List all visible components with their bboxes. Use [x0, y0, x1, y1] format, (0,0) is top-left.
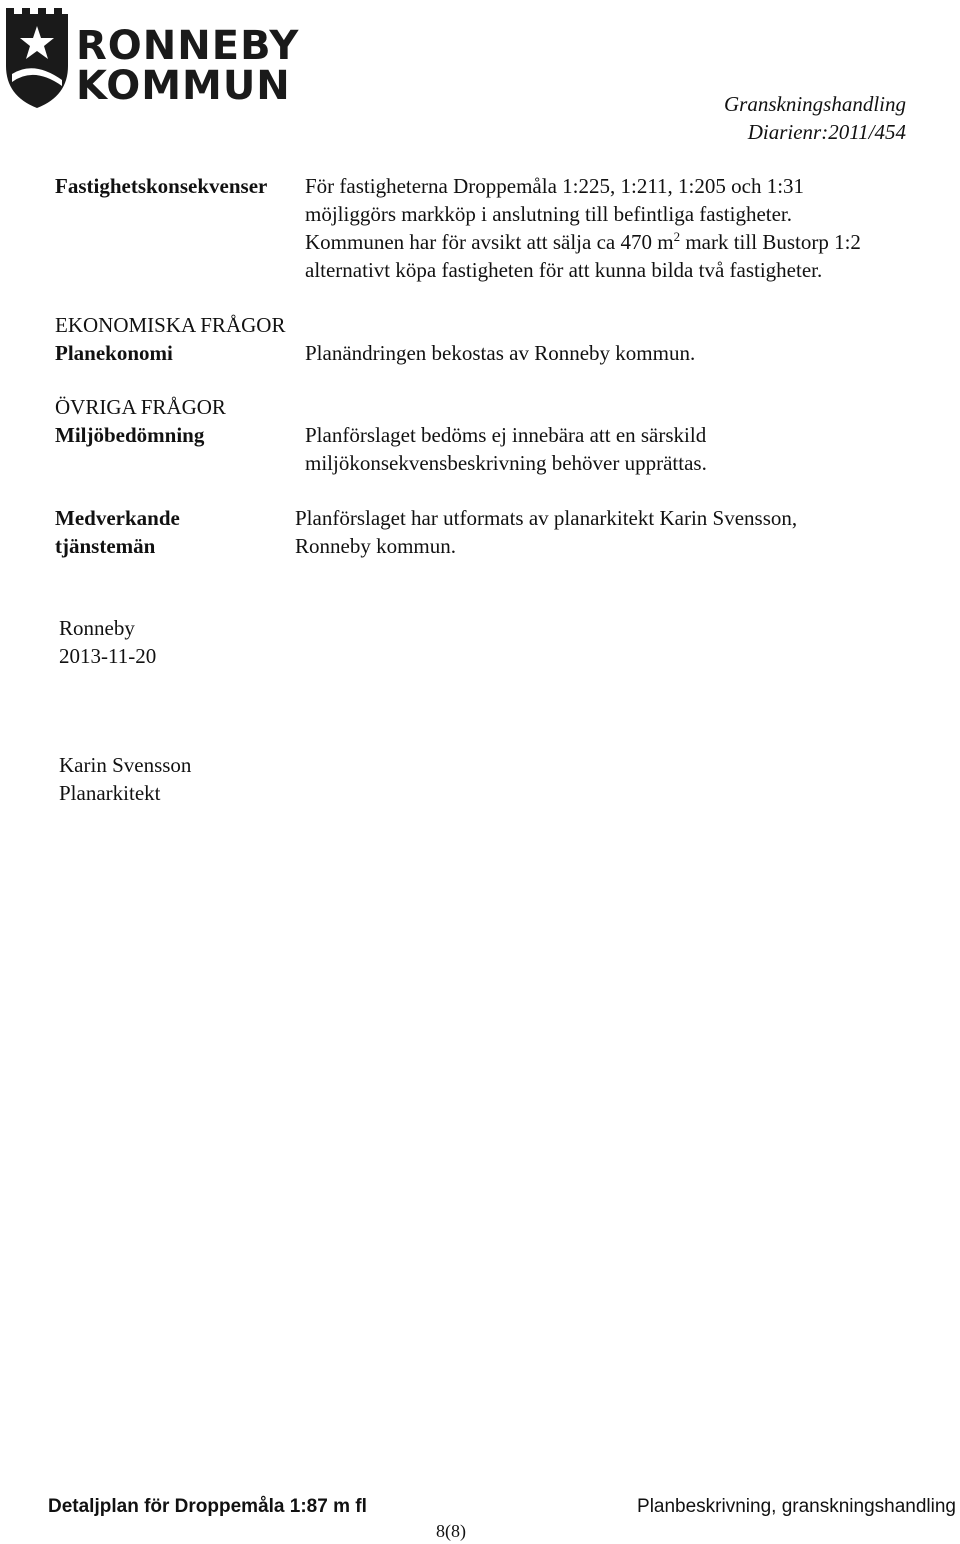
coat-of-arms-icon — [4, 4, 70, 110]
signoff-signature — [59, 751, 191, 807]
signoff-place-date — [59, 614, 156, 670]
footer-plan-title: Detaljplan för Droppemåla 1:87 m fl — [48, 1496, 367, 1517]
document-status — [724, 90, 906, 146]
fastighet-line-3 — [305, 228, 861, 256]
fastighet-line-3-end: mark till Bustorp 1:2 — [680, 230, 861, 254]
fastighet-text — [305, 172, 861, 284]
diary-number: Diarienr:2011/454 — [747, 120, 906, 144]
logo-line-2: KOMMUN — [76, 63, 291, 109]
signoff-name: Karin Svensson — [59, 753, 192, 777]
miljo-line-1: Planförslaget bedöms ej innebära att en särskild — [305, 423, 707, 447]
fastighet-line-3-start: Kommunen har för avsikt att sälja ca 470 m — [305, 230, 674, 254]
superscript: 2 — [673, 229, 681, 244]
label-medverkande — [55, 504, 180, 560]
signoff-date: 2013-11-20 — [59, 644, 157, 668]
logo-line-1: RONNEBY — [76, 23, 300, 69]
heading-ekonomiska: EKONOMISKA FRÅGOR — [55, 313, 286, 337]
signoff-title: Planarkitekt — [59, 781, 161, 805]
medverkande-line-2: tjänstemän — [55, 534, 156, 558]
fastighet-line-1: För fastigheterna Droppemåla 1:225, 1:211, 1:205 och 1:31 — [305, 174, 805, 198]
municipality-logo — [4, 4, 300, 112]
heading-ovriga: ÖVRIGA FRÅGOR — [55, 395, 226, 419]
miljobedomning-text — [305, 421, 707, 477]
medv-line-1: Planförslaget har utformats av planarkitekt Karin Svensson, — [295, 506, 798, 530]
medv-line-2: Ronneby kommun. — [295, 534, 456, 558]
footer-document-type: Planbeskrivning, granskningshandling — [637, 1496, 956, 1517]
status-label: Granskningshandling — [723, 92, 906, 116]
planekonomi-text: Planändringen bekostas av Ronneby kommun. — [305, 341, 696, 365]
fastighet-line-2: möjliggörs markköp i anslutning till befintliga fastigheter. — [305, 202, 793, 226]
miljo-line-2: miljökonsekvensbeskrivning behöver upprättas. — [305, 451, 707, 475]
fastighet-line-4: alternativt köpa fastigheten för att kunna bilda två fastigheter. — [305, 258, 823, 282]
label-miljobedomning: Miljöbedömning — [55, 423, 205, 447]
footer-page-number: 8(8) — [436, 1521, 466, 1541]
medverkande-line-1: Medverkande — [55, 506, 180, 530]
signoff-place: Ronneby — [59, 616, 135, 640]
medverkande-text — [295, 504, 797, 560]
section-label-fastighet: Fastighetskonsekvenser — [55, 174, 268, 198]
label-planekonomi: Planekonomi — [55, 341, 173, 365]
